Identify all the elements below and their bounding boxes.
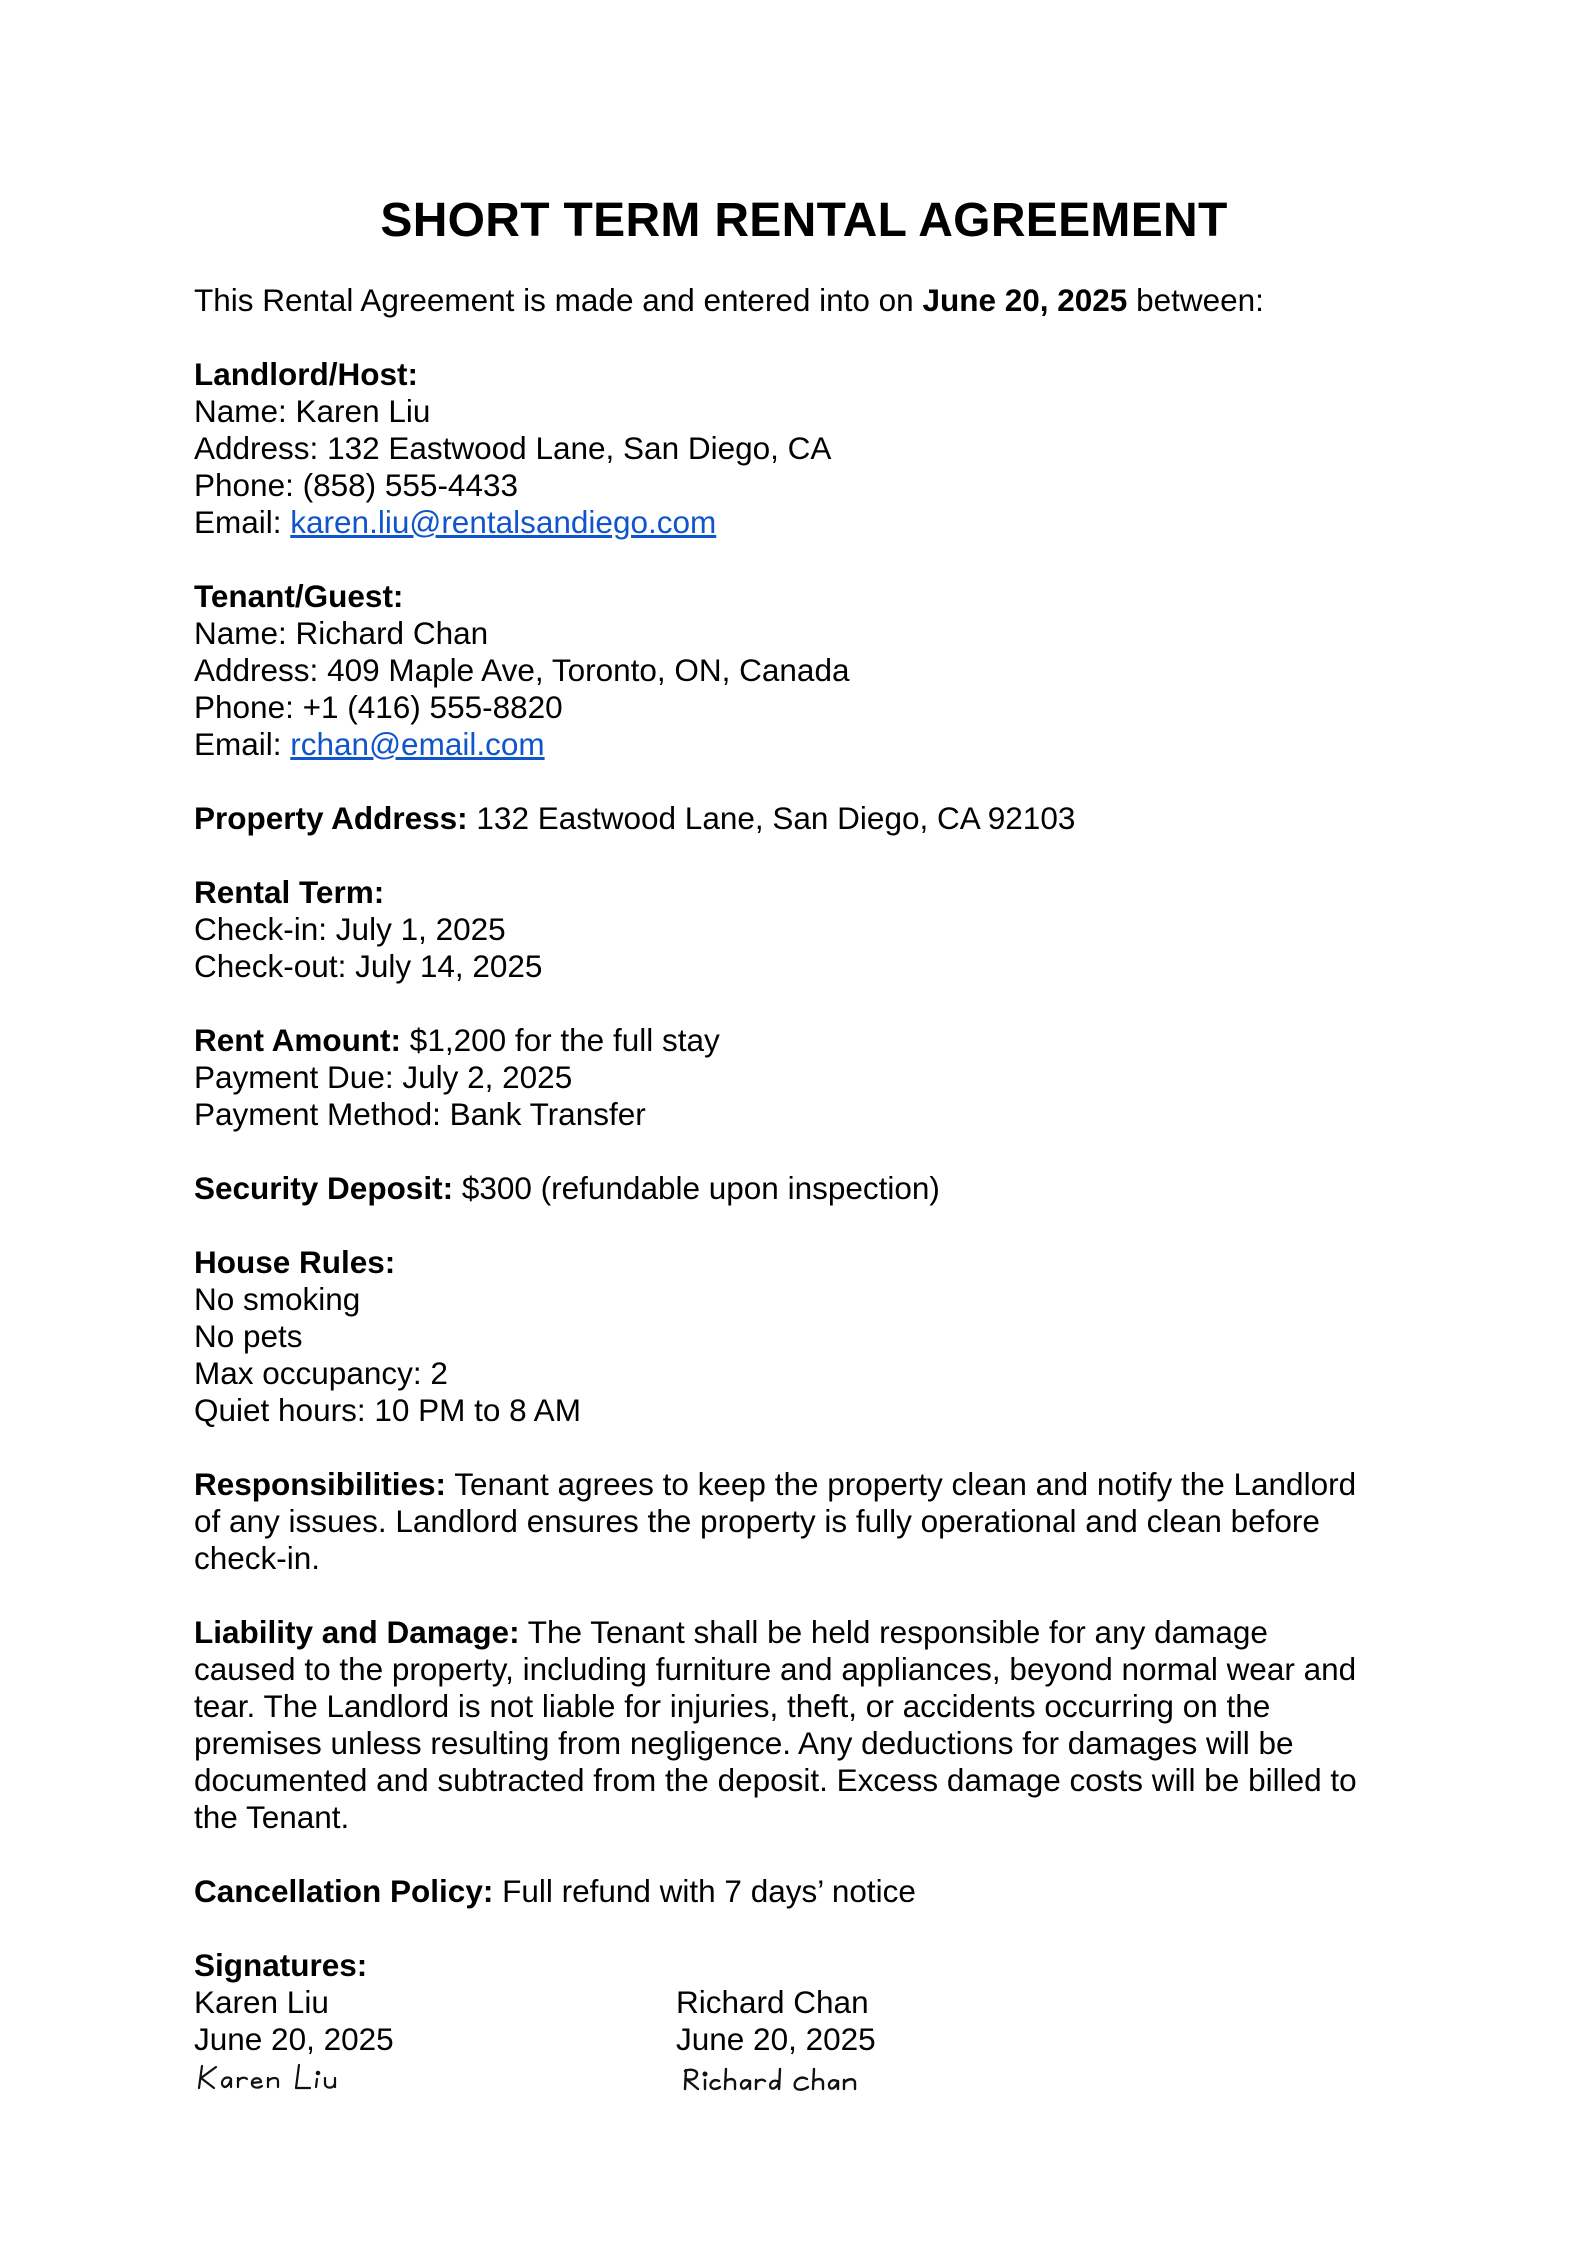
landlord-signed-date: June 20, 2025 [194, 2021, 394, 2057]
agreement-body [194, 282, 1414, 2131]
deposit-label: Security Deposit: [194, 1170, 454, 1206]
house-rule-item: Max occupancy: 2 [194, 1355, 448, 1391]
property-address: 132 Eastwood Lane, San Diego, CA 92103 [467, 800, 1076, 836]
rental-term-section [194, 874, 1414, 985]
payment-method-line: Payment Method: Bank Transfer [194, 1096, 646, 1132]
tenant-name: Richard Chan [295, 615, 489, 651]
landlord-name-line: Name: Karen Liu [194, 393, 431, 429]
landlord-phone-line: Phone: (858) 555-4433 [194, 467, 519, 503]
signature-row [194, 1984, 1414, 2094]
landlord-email-link[interactable]: karen.liu@rentalsandiego.com [290, 504, 717, 540]
house-rule-item: Quiet hours: 10 PM to 8 AM [194, 1392, 581, 1428]
tenant-email-link[interactable]: rchan@email.com [290, 726, 545, 762]
house-rules-heading: House Rules: [194, 1244, 396, 1280]
landlord-heading: Landlord/Host: [194, 356, 418, 392]
tenant-phone: +1 (416) 555-8820 [302, 689, 563, 725]
property-label: Property Address: [194, 800, 468, 836]
tenant-section [194, 578, 1414, 763]
checkout-line: Check-out: July 14, 2025 [194, 948, 543, 984]
rent-amount: $1,200 for the full stay [401, 1022, 720, 1058]
cancellation-section [194, 1873, 1414, 1910]
house-rules-section [194, 1244, 1414, 1429]
house-rule-item: No pets [194, 1318, 303, 1354]
tenant-address: 409 Maple Ave, Toronto, ON, Canada [327, 652, 850, 688]
landlord-section [194, 356, 1414, 541]
rental-term-heading: Rental Term: [194, 874, 385, 910]
tenant-signer-name: Richard Chan [676, 1984, 869, 2020]
tenant-address-line: Address: 409 Maple Ave, Toronto, ON, Canada [194, 652, 850, 688]
deposit-section [194, 1170, 1414, 1207]
landlord-name: Karen Liu [295, 393, 431, 429]
signatures-heading: Signatures: [194, 1947, 368, 1983]
landlord-handwritten-signature [194, 2058, 676, 2094]
rent-label: Rent Amount: [194, 1022, 402, 1058]
agreement-date: June 20, 2025 [922, 282, 1128, 318]
rent-section [194, 1022, 1414, 1133]
payment-due-line: Payment Due: July 2, 2025 [194, 1059, 573, 1095]
tenant-heading: Tenant/Guest: [194, 578, 404, 614]
cancellation-value: Full refund with 7 days’ notice [493, 1873, 916, 1909]
tenant-signed-date: June 20, 2025 [676, 2021, 876, 2057]
tenant-phone-line: Phone: +1 (416) 555-8820 [194, 689, 563, 725]
liability-section: Liability and Damage: The Tenant shall be held responsible for any damage caused to the property, including furniture and appliances, beyond normal wear and tear. The Landlord is not liable for injuries, theft, or accidents occurring on the premises unless resulting from negligence. Any deductions for damages will be documented and subtracted from the deposit. Excess damage costs will be billed to the Tenant. [194, 1614, 1357, 1835]
checkin-line: Check-in: July 1, 2025 [194, 911, 506, 947]
landlord-phone: (858) 555-4433 [302, 467, 519, 503]
tenant-email-line: Email: rchan@email.com [194, 726, 545, 762]
landlord-email-line: Email: karen.liu@rentalsandiego.com [194, 504, 717, 540]
responsibilities-label: Responsibilities: [194, 1466, 447, 1502]
property-section [194, 800, 1414, 837]
responsibilities-section: Responsibilities: Tenant agrees to keep the property clean and notify the Landlord of any issues. Landlord ensures the property is fully operational and clean before check-in. [194, 1466, 1357, 1576]
tenant-handwritten-signature [676, 2058, 1176, 2094]
landlord-signature-block [194, 1984, 676, 2094]
landlord-address: 132 Eastwood Lane, San Diego, CA [327, 430, 832, 466]
deposit-value: $300 (refundable upon inspection) [453, 1170, 940, 1206]
liability-label: Liability and Damage: [194, 1614, 520, 1650]
signatures-section [194, 1947, 1414, 2094]
intro-suffix: between: [1127, 282, 1264, 318]
document-title: SHORT TERM RENTAL AGREEMENT [380, 194, 1228, 247]
landlord-signer-name: Karen Liu [194, 1984, 329, 2020]
house-rule-item: No smoking [194, 1281, 361, 1317]
tenant-name-line: Name: Richard Chan [194, 615, 489, 651]
intro-paragraph [194, 282, 1414, 319]
tenant-signature-block [676, 1984, 1176, 2094]
intro-prefix: This Rental Agreement is made and entered into on [194, 282, 923, 318]
cancellation-label: Cancellation Policy: [194, 1873, 494, 1909]
landlord-address-line: Address: 132 Eastwood Lane, San Diego, CA [194, 430, 832, 466]
